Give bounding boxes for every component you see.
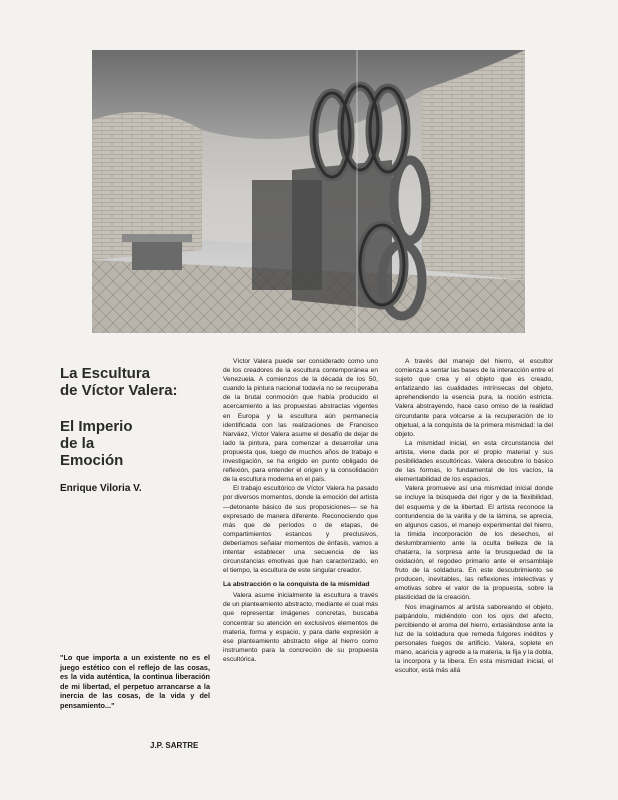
- epigraph-author: J.P. SARTRE: [150, 741, 199, 750]
- column2-paragraph-2: La mismidad inicial, en esta circunstancia del artista, viene dada por el propio material y sus posibilidades escultóricas. Valera descubre lo básico de las formas, lo fundamental de los vacíos, la elementabilidad de los espacios.: [395, 439, 553, 484]
- section-heading: La abstracción o la conquista de la mismidad: [223, 581, 370, 589]
- article-subtitle: [60, 418, 133, 469]
- column2-paragraph-3: Valera promueve así una mismidad inicial donde se incluye la búsqueda del rigor y de la flexibilidad, del esquema y de la libertad. El artista reconoce la contundencia de la varilla y de la lámina, se aprecia, en algunos casos, el manejo experimental del hierro, la tímida incorporación de los desechos, el deslumbramiento ante la oculta belleza de la chatarra, la sorpresa ante la brusquedad de la oxidación, el regodeo primario ante el ensamblaje fruto de la soldadura. En este descubrimiento se producen, inevitables, las reflexiones intelectivas y emotivas sobre el valor de la propuesta, sobre la plasticidad de la creación.: [395, 485, 553, 602]
- subtitle-line-3: Emoción: [60, 452, 124, 469]
- subtitle-line-1: El Imperio: [60, 418, 133, 435]
- column1-paragraph-1: Víctor Valera puede ser considerado como uno de los creadores de la escultura contemporánea en Venezuela. A comienzos de la década de los 50, cuando la pintura nacional todavía no se recuperaba de la brutal conmoción que había producido el acercamiento a las propuestas abstractas vigentes en Europa y la escultura aún permanecía identificada con las realizaciones de Francisco Narváez, Víctor Valera asume el desafío de dejar de lado la pintura, para comenzar a desarrollar una propuesta que, luego de muchos años de trabajo e investigación, se ha erigido en punto obligado de reflexión, para entender el origen y la consolidación de la escultura moderna en el país.: [223, 358, 378, 484]
- epigraph-quote: "Lo que importa a un existente no es el juego estético con el reflejo de las cosas, es la vida auténtica, la continua liberación de mi libertad, el perpetuo arrancarse a la inercia de las cosas, de la vida y del pensamiento...": [60, 653, 210, 710]
- column2-paragraph-1: A través del manejo del hierro, el escultor comienza a sentar las bases de la interacción entre el sujeto que crea y el objeto que es creado, enfatizando las cualidades intrínsecas del objeto, aprehendiendo la esencia pura, la noción estricta. Valera abstrayendo, hace caso omiso de la realidad circundante para volcarse a la recuperación de lo objetual, a la conquista de la primera mismidad: la del objeto.: [395, 358, 553, 438]
- title-line-1: La Escultura: [60, 365, 151, 382]
- column1-paragraph-3: Valera asume inicialmente la escultura a través de un planteamiento abstracto, mediante el cual más que representar imágenes concretas, buscaba concentrar su atención en exclusivos elementos de materia, forma y espacio, y para darle expresión a ese planteamiento abstracto elige al hierro como instrumento para la concreción de su propuesta escultórica.: [223, 592, 378, 663]
- text-column-2: [395, 357, 553, 675]
- column2-paragraph-4: Nos imaginamos al artista saboreando el objeto, palpándolo, midiéndolo con los ojos del afecto, percibiendo el aroma del hierro, extasiándose ante la luz de la soldadura que remeda fulgores inéditos y personales fuegos de artificio. Valera, soplete en mano, acaricia y agrede a la materia, la fija y la dobla, la incorpora y la libera. En esta mismidad inicial, el escultor, está más allá: [395, 603, 553, 675]
- article-title: [60, 365, 178, 399]
- subtitle-line-2: de la: [60, 435, 95, 452]
- text-column-1: [223, 357, 378, 664]
- article-author: Enrique Viloria V.: [60, 483, 142, 494]
- sculpture-photo: [92, 50, 525, 333]
- sculpture-photo-illustration: [92, 50, 525, 333]
- column1-paragraph-2: El trabajo escultórico de Víctor Valera ha pasado por diversos momentos, donde la emoción del artista —detonante básico de sus proposiciones— se ha expresado de manera diferente. Reconociendo que más que de períodos o de etapas, de compartimientos estancos y preclusivos, deberíamos señalar momentos de énfasis, vamos a intentar establecer una secuencia de las circunstancias emotivas que han caracterizado, en el tiempo, la escultura de este singular creador.: [223, 485, 378, 575]
- title-line-2: de Víctor Valera:: [60, 382, 178, 399]
